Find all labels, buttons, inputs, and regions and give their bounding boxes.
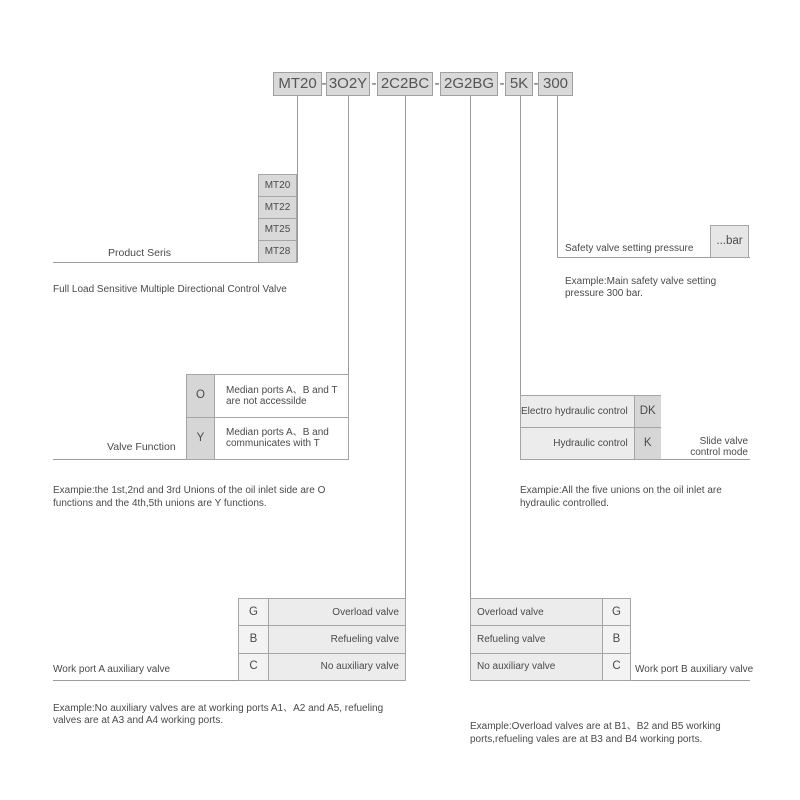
model-code-pressure: 300 bbox=[538, 72, 573, 96]
valve-function-desc bbox=[215, 375, 348, 417]
control-mode-code: DK bbox=[635, 396, 661, 427]
control-mode-label-line: control mode bbox=[690, 447, 748, 458]
valve-function-desc bbox=[215, 418, 348, 460]
example-line: Exampie:All the five unions on the oil inlet are bbox=[520, 485, 722, 496]
control-mode-example bbox=[520, 484, 722, 510]
valve-function-label: Valve Function bbox=[107, 441, 176, 453]
example-line: valves are at A3 and A4 working ports. bbox=[53, 715, 224, 726]
work-port-a-code: B bbox=[239, 626, 268, 652]
valve-function-desc-line: Median ports A、B and T bbox=[226, 384, 338, 396]
model-code-separator: - bbox=[371, 75, 377, 92]
pressure-unit-box: ...bar bbox=[710, 225, 749, 258]
model-code-separator: - bbox=[434, 75, 440, 92]
example-line: hydraulic controlled. bbox=[520, 498, 609, 509]
work-port-b-desc: Refueling valve bbox=[471, 626, 602, 652]
work-port-a-example bbox=[53, 703, 383, 727]
valve-function-desc-line: Median ports A、B and bbox=[226, 427, 329, 439]
example-line: Example:No auxiliary valves are at working ports A1、A2 and A5, refueling bbox=[53, 703, 384, 714]
work-port-b-table bbox=[470, 598, 631, 681]
valve-function-desc-line: communicates with T bbox=[226, 438, 320, 450]
work-port-a-label: Work port A auxiliary valve bbox=[53, 664, 171, 675]
control-mode-label-line: Slide valve bbox=[699, 436, 748, 447]
work-port-a-desc: No auxiliary valve bbox=[269, 654, 405, 680]
work-port-b-example bbox=[470, 720, 721, 746]
control-mode-label bbox=[690, 436, 748, 458]
work-port-b-desc: No auxiliary valve bbox=[471, 654, 602, 680]
work-port-a-desc: Refueling valve bbox=[269, 626, 405, 652]
work-port-a-desc: Overload valve bbox=[269, 599, 405, 625]
product-series-description: Full Load Sensitive Multiple Directional Control Valve bbox=[53, 284, 287, 295]
work-port-a-code: C bbox=[239, 654, 268, 680]
model-code-series: MT20 bbox=[273, 72, 322, 96]
product-series-option: MT28 bbox=[258, 240, 297, 263]
product-series-option: MT22 bbox=[258, 196, 297, 219]
work-port-b-code: C bbox=[603, 654, 630, 680]
example-line: pressure 300 bar. bbox=[565, 288, 643, 299]
work-port-a-table bbox=[238, 598, 406, 681]
valve-function-code: O bbox=[187, 375, 214, 417]
work-port-b-desc: Overload valve bbox=[471, 599, 602, 625]
work-port-b-code: B bbox=[603, 626, 630, 652]
model-code-separator: - bbox=[321, 75, 327, 92]
model-code-port-b: 2G2BG bbox=[440, 72, 498, 96]
product-series-option: MT20 bbox=[258, 174, 297, 197]
model-code-control: 5K bbox=[505, 72, 533, 96]
safety-valve-example bbox=[565, 276, 716, 300]
model-code-function: 3O2Y bbox=[326, 72, 370, 96]
control-mode-table bbox=[520, 395, 661, 460]
example-line: functions and the 4th,5th unions are Y functions. bbox=[53, 498, 267, 509]
product-series-option: MT25 bbox=[258, 218, 297, 241]
control-mode-desc: Electro hydraulic control bbox=[521, 396, 634, 427]
work-port-b-code: G bbox=[603, 599, 630, 625]
product-series-label: Product Seris bbox=[108, 247, 172, 259]
valve-function-example bbox=[53, 484, 325, 510]
work-port-a-code: G bbox=[239, 599, 268, 625]
example-line: Exampie:the 1st,2nd and 3rd Unions of the oil inlet side are O bbox=[53, 485, 326, 496]
valve-function-table bbox=[186, 374, 349, 460]
example-line: Example:Main safety valve setting bbox=[565, 276, 717, 287]
control-mode-desc: Hydraulic control bbox=[521, 428, 634, 459]
example-line: ports,refueling vales are at B3 and B4 working ports. bbox=[470, 734, 703, 745]
model-code-separator: - bbox=[499, 75, 505, 92]
model-code-separator: - bbox=[533, 75, 539, 92]
control-mode-code: K bbox=[635, 428, 661, 459]
valve-function-code: Y bbox=[187, 418, 214, 460]
example-line: Example:Overload valves are at B1、B2 and B5 working bbox=[470, 721, 721, 732]
safety-valve-label: Safety valve setting pressure bbox=[565, 243, 694, 254]
model-code-port-a: 2C2BC bbox=[377, 72, 433, 96]
work-port-b-label: Work port B auxiliary valve bbox=[635, 664, 754, 675]
valve-function-desc-line: are not accessilde bbox=[226, 395, 307, 407]
